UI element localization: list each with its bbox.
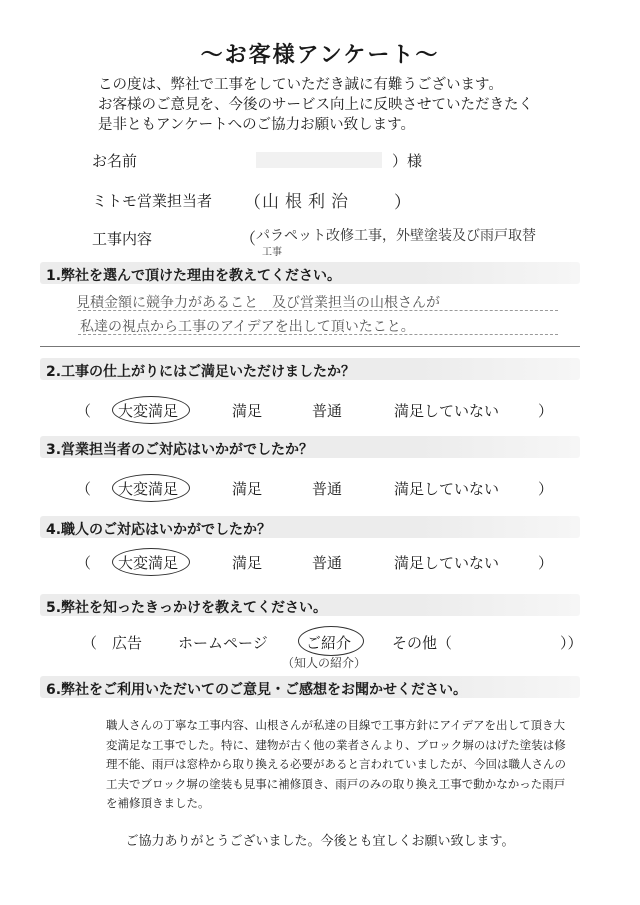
q3-close-paren: ） (538, 480, 554, 498)
q5-referral-note: （知人の紹介） (282, 656, 367, 670)
q5-option-referral[interactable]: ご紹介 (306, 634, 352, 652)
q4-close-paren: ） (538, 554, 554, 572)
rep-open-paren: （ (244, 193, 261, 213)
q3-option-very-satisfied[interactable]: 大変満足 (118, 480, 179, 498)
work-value: パラペット改修工事，外壁塗装及び雨戸取替 (256, 228, 536, 244)
work-value-sub: 工事 (262, 247, 282, 258)
rep-value: 山根利治 (262, 192, 354, 212)
q4-open-paren: （ (76, 554, 92, 572)
q4-option-very-satisfied[interactable]: 大変満足 (118, 554, 179, 572)
q5-option-ad[interactable]: 広告 (112, 634, 143, 652)
page-title: ～お客様アンケート～ (200, 43, 440, 68)
q2-option-not-satisfied[interactable]: 満足していない (394, 402, 500, 420)
q2-close-paren: ） (538, 402, 554, 420)
q3-open-paren: （ (76, 480, 92, 498)
q4-question: 4.職人のご対応はいかがでしたか？ (46, 522, 272, 538)
q3-selected-circle (112, 474, 190, 502)
work-label: 工事内容 (92, 230, 153, 248)
intro-line-2: お客様のご意見を、今後のサービス向上に反映させていただきたく (98, 97, 533, 113)
q2-open-paren: （ (76, 402, 92, 420)
q2-option-neutral[interactable]: 普通 (312, 402, 343, 420)
name-redacted (256, 152, 382, 168)
q6-question: 6.弊社をご利用いただいてのご意見・ご感想をお聞かせください。 (46, 682, 468, 698)
q2-option-very-satisfied[interactable]: 大変満足 (118, 402, 179, 420)
q5-question: 5.弊社を知ったきっかけを教えてください。 (46, 600, 328, 616)
thanks-message: ご協力ありがとうございました。今後とも宜しくお願い致します。 (125, 834, 515, 849)
intro-line-1: この度は、弊社で工事をしていただき誠に有難うございます。 (98, 77, 503, 93)
q3-option-not-satisfied[interactable]: 満足していない (394, 480, 500, 498)
q3-option-neutral[interactable]: 普通 (312, 480, 343, 498)
name-label: お名前 (92, 152, 138, 170)
q6-comment: 職人さんの丁寧な工事内容、山根さんが私達の目線で工事方針にアイデアを出して頂き大変満足な工事でした。特に、建物が古く他の業者さんより、ブロック塀のはげた塗装は修理不能、雨戸は窓枠から取り換える必要があると言われていましたが、今回は職人さんの工夫でブロック塀の塗装も見事に補修頂き、雨戸のみの取り換え工事で動かなかった雨戸を補修頂きました。 (106, 718, 566, 810)
q5-option-other[interactable]: その他（ (392, 634, 453, 652)
rep-close-paren: ） (394, 193, 411, 213)
q1-question: 1.弊社を選んで頂けた理由を教えてください。 (46, 268, 342, 284)
name-suffix: ）様 (392, 152, 423, 170)
q1-answer-line-1: 見積金額に競争力があること 及び営業担当の山根さんが (76, 295, 440, 311)
q4-option-satisfied[interactable]: 満足 (232, 554, 263, 572)
q5-option-homepage[interactable]: ホームページ (178, 634, 268, 652)
q5-selected-circle (298, 626, 364, 656)
q3-option-satisfied[interactable]: 満足 (232, 480, 263, 498)
intro-line-3: 是非ともアンケートへのご協力お願い致します。 (98, 117, 415, 133)
q1-line-1 (78, 310, 558, 311)
rep-label: ミトモ営業担当者 (92, 192, 213, 210)
q3-question: 3.営業担当者のご対応はいかがでしたか？ (46, 442, 314, 458)
q4-selected-circle (112, 548, 190, 576)
q1-answer-line-2: 私達の視点から工事のアイデアを出して頂いたこと。 (80, 319, 415, 335)
q5-open-paren: （ (82, 634, 98, 652)
q2-selected-circle (112, 396, 190, 424)
q1-line-2 (78, 334, 558, 335)
q1-divider (40, 346, 580, 347)
work-open-paren: （ (240, 229, 257, 248)
q4-option-neutral[interactable]: 普通 (312, 554, 343, 572)
q4-option-not-satisfied[interactable]: 満足していない (394, 554, 500, 572)
q2-option-satisfied[interactable]: 満足 (232, 402, 263, 420)
q2-question: 2.工事の仕上がりにはご満足いただけましたか？ (46, 364, 356, 380)
q5-close-paren: ）） (560, 634, 583, 652)
